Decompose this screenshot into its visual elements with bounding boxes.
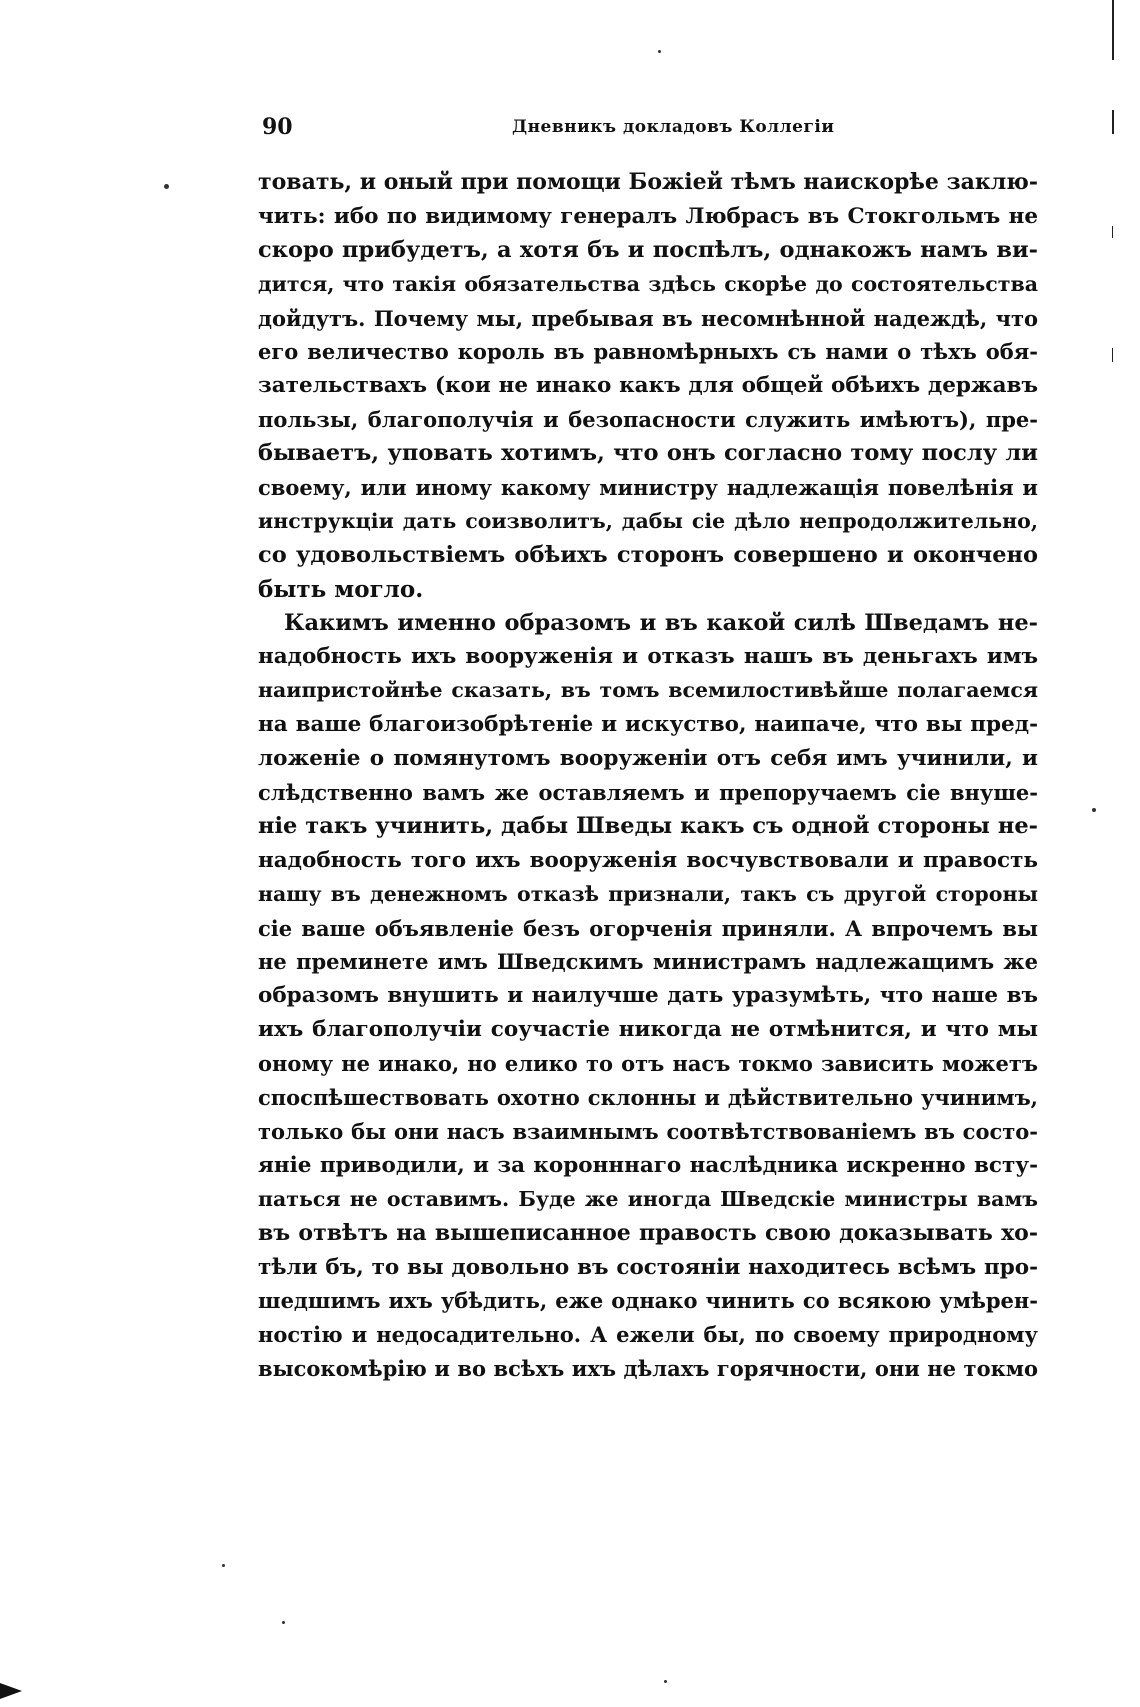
text-line: шедшимъ ихъ убѣдить, еже однако чинить со всякою умѣрен- [258,1288,1038,1314]
text-line: образомъ внушить и наилучше дать уразумѣть, что наше въ [258,983,1038,1009]
text-line: инструкціи дать соизволитъ, дабы сіе дѣло непродолжительно, [258,508,1038,533]
speck [664,1680,667,1683]
text-line: надобность ихъ вооруженія и отказъ нашъ въ деньгахъ имъ [258,644,1038,670]
text-line: дится, что такія обязательства здѣсь скорѣе до состоятельства [258,271,1038,296]
speck [164,184,169,189]
text-line: споспѣшествовать охотно склонны и дѣйствительно учинимъ, [258,1085,1038,1111]
paragraph [258,166,1038,607]
speck [282,1621,285,1624]
text-line: не преминете имъ Шведскимъ министрамъ надлежащимъ же [258,949,1038,975]
margin-rule-top [1112,0,1114,60]
speck [222,1564,225,1567]
text-line: ніе такъ учинить, дабы Шведы какъ съ одной стороны не- [258,812,1038,839]
text-line: паться не оставимъ. Буде же иногда Шведскіе министры вамъ [258,1186,1038,1211]
corner-arrow-mark [0,1683,22,1699]
text-line: ихъ благополучіи соучастіе никогда не отмѣнится, и что мы [258,1017,1038,1043]
text-line: нашу въ денежномъ отказѣ признали, такъ съ другой стороны [258,881,1038,906]
text-line: дойдутъ. Почему мы, пребывая въ несомнѣнной надеждѣ, что [258,305,1038,331]
text-line: пользы, благополучія и безопасности служить имѣютъ), пре- [258,407,1038,433]
page-header [262,114,1038,144]
text-line: слѣдственно вамъ же оставляемъ и препоручаемъ сіе внуше- [258,780,1038,806]
paragraph [258,607,1038,1386]
text-line: высокомѣрію и во всѣхъ ихъ дѣлахъ горячности, они не токмо [258,1356,1038,1382]
text-line: на ваше благоизобрѣтеніе и искуство, наипаче, что вы пред- [258,712,1038,738]
text-line: ложеніе о помянутомъ вооруженіи отъ себя имъ учинили, и [258,746,1038,772]
body-text [258,166,1038,1386]
page-number: 90 [262,114,293,140]
text-line: надобность того ихъ вооруженія восчувствовали и правость [258,847,1038,873]
text-line: ностію и недосадительно. А ежели бы, по своему природному [258,1322,1038,1348]
text-line: только бы они насъ взаимнымъ соотвѣтствованіемъ въ состо- [258,1118,1038,1144]
text-line: сіе ваше объявленіе безъ огорченія приняли. А впрочемъ вы [258,915,1038,941]
text-line: тѣли бъ, то вы довольно въ состояніи находитесь всѣмъ про- [258,1254,1038,1280]
running-head: Дневникъ докладовъ Коллегіи [512,117,835,137]
text-line: со удовольствіемъ обѣихъ сторонъ совершено и окончено [258,541,1038,568]
text-line: наипристойнѣе сказать, въ томъ всемилостивѣйше полагаемся [258,678,1038,703]
text-line-last: быть могло. [258,575,424,603]
text-line: яніе приводили, и за коронннаго наслѣдника искренно всту- [258,1152,1038,1178]
margin-rule-mid [1112,226,1113,238]
text-line: чить: ибо по видимому генералъ Любрасъ въ Стокгольмъ не [258,203,1038,229]
speck [658,50,661,53]
text-line: оному не инако, но елико то отъ насъ токмо зависить можетъ [258,1051,1038,1077]
text-line: своему, или иному какому министру надлежащія повелѣнія и [258,475,1038,501]
margin-rule-lower [1112,348,1113,362]
margin-rule-upper [1112,110,1114,134]
text-line-first: Какимъ именно образомъ и въ какой силѣ Шведамъ не- [284,609,1038,636]
text-line: бываетъ, уповать хотимъ, что онъ согласно тому послу ли [258,440,1038,467]
speck [1092,808,1096,812]
text-line: товать, и оный при помощи Божіей тѣмъ наискорѣе заклю- [258,169,1038,195]
text-line: скоро прибудетъ, а хотя бъ и поспѣлъ, однакожъ намъ ви- [258,236,1038,263]
text-line: его величество король въ равномѣрныхъ съ нами о тѣхъ обя- [258,339,1038,365]
text-line: въ отвѣтъ на вышеписанное правость свою доказывать хо- [258,1219,1038,1246]
text-line: зательствахъ (кои не инако какъ для общей обѣихъ державъ [258,373,1038,399]
